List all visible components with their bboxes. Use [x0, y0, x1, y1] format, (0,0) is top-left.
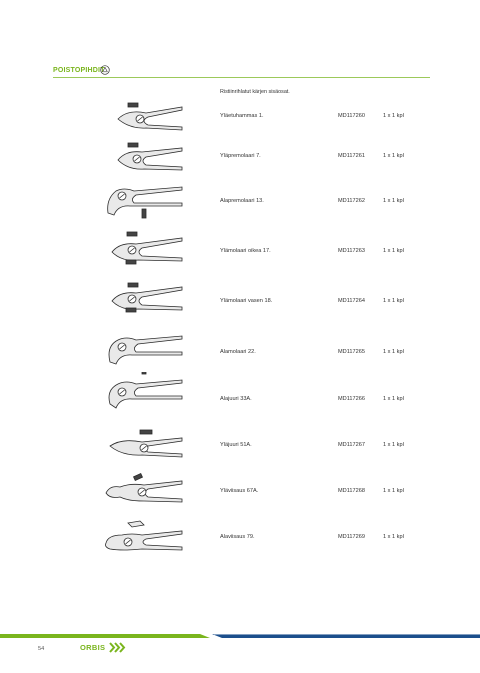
header-rule [53, 77, 430, 78]
product-quantity: 1 x 1 kpl [383, 349, 404, 355]
product-row [0, 140, 480, 180]
product-row [0, 181, 480, 221]
product-row [0, 97, 480, 137]
upper-premolar-forceps-icon [100, 140, 184, 180]
product-name: Yläetuhammas 1. [220, 113, 264, 119]
product-quantity: 1 x 1 kpl [383, 534, 404, 540]
upper-wisdom-forceps-icon [100, 471, 184, 511]
product-quantity: 1 x 1 kpl [383, 153, 404, 159]
product-name: Ylämolaari oikea 17. [220, 248, 271, 254]
product-row [0, 330, 480, 370]
product-code: MD117264 [338, 298, 365, 304]
product-row [0, 426, 480, 466]
product-name: Yläjuuri 51A. [220, 442, 252, 448]
page-footer [0, 632, 480, 662]
product-row [0, 230, 480, 270]
product-row [0, 281, 480, 321]
brand-chevrons-icon [109, 642, 129, 653]
product-quantity: 1 x 1 kpl [383, 396, 404, 402]
page-number: 54 [38, 646, 45, 652]
product-quantity: 1 x 1 kpl [383, 442, 404, 448]
upper-incisor-forceps-icon [100, 97, 184, 137]
upper-root-forceps-icon [100, 426, 184, 466]
section-title: POISTOPIHDIT [53, 67, 105, 74]
product-name: Alaviisaus 79. [220, 534, 255, 540]
product-name: Ylämolaari vasen 18. [220, 298, 273, 304]
footer-stripe [0, 632, 480, 640]
lower-molar-forceps-icon [100, 330, 184, 370]
product-code: MD117268 [338, 488, 365, 494]
product-code: MD117262 [338, 198, 365, 204]
product-row [0, 372, 480, 412]
product-quantity: 1 x 1 kpl [383, 113, 404, 119]
product-quantity: 1 x 1 kpl [383, 248, 404, 254]
product-code: MD117263 [338, 248, 365, 254]
product-name: Yläviisaus 67A. [220, 488, 259, 494]
product-quantity: 1 x 1 kpl [383, 198, 404, 204]
product-name: Alajuuri 33A. [220, 396, 252, 402]
product-code: MD117265 [338, 349, 365, 355]
product-code: MD117269 [338, 534, 365, 540]
upper-molar-left-forceps-icon [100, 281, 184, 321]
product-code: MD117261 [338, 153, 365, 159]
product-code: MD117267 [338, 442, 365, 448]
product-row [0, 471, 480, 511]
product-name: Alamolaari 22. [220, 349, 256, 355]
product-row [0, 517, 480, 557]
upper-molar-right-forceps-icon [100, 230, 184, 270]
brand-name: ORBIS [80, 643, 106, 652]
lower-wisdom-forceps-icon [100, 517, 184, 557]
product-name: Alapremolaari 13. [220, 198, 264, 204]
product-code: MD117260 [338, 113, 365, 119]
lower-root-forceps-icon [100, 372, 184, 412]
product-name: Yläpremolaari 7. [220, 153, 261, 159]
sterilization-symbol-icon [100, 65, 110, 75]
lower-premolar-forceps-icon [100, 181, 184, 221]
product-code: MD117266 [338, 396, 365, 402]
product-quantity: 1 x 1 kpl [383, 298, 404, 304]
intro-text: Ristiinrihlatut kärjen sisäosat. [220, 89, 290, 95]
product-quantity: 1 x 1 kpl [383, 488, 404, 494]
